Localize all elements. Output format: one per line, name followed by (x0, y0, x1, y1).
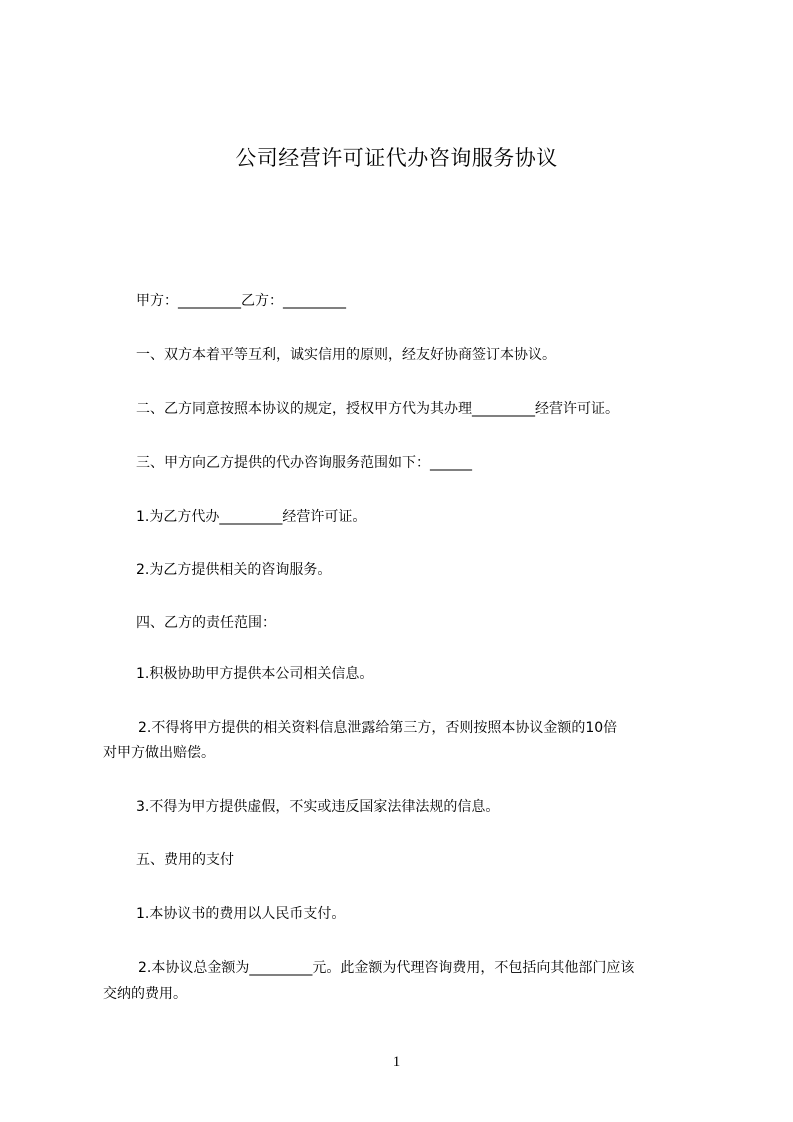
clause-4: 四、乙方的责任范围： (136, 615, 276, 631)
clause-5: 五、费用的支付 (136, 852, 234, 868)
clause-4-item-2-cont: 对甲方做出赔偿。 (103, 745, 215, 761)
clause-5-item-2-cont: 交纳的费用。 (103, 986, 187, 1002)
clause-2: 二、乙方同意按照本协议的规定，授权甲方代为其办理_________经营许可证。 (136, 401, 619, 417)
document-title: 公司经营许可证代办咨询服务协议 (235, 146, 558, 170)
page-number: 1 (392, 1054, 401, 1070)
clause-1: 一、双方本着平等互利，诚实信用的原则，经友好协商签订本协议。 (136, 347, 556, 363)
clause-4-item-2: 2.不得将甲方提供的相关资料信息泄露给第三方，否则按照本协议金额的10倍 (138, 720, 618, 736)
party-line: 甲方：_________乙方：_________ (136, 293, 346, 309)
clause-3: 三、甲方向乙方提供的代办咨询服务范围如下：______ (136, 455, 472, 471)
clause-5-item-1: 1.本协议书的费用以人民币支付。 (136, 906, 346, 922)
clause-4-item-3: 3.不得为甲方提供虚假，不实或违反国家法律法规的信息。 (136, 799, 500, 815)
clause-3-item-2: 2.为乙方提供相关的咨询服务。 (136, 562, 332, 578)
clause-3-item-1: 1.为乙方代办_________经营许可证。 (136, 509, 367, 525)
clause-4-item-1: 1.积极协助甲方提供本公司相关信息。 (136, 666, 374, 682)
clause-5-item-2: 2.本协议总金额为_________元。此金额为代理咨询费用，不包括向其他部门应该 (138, 960, 635, 976)
